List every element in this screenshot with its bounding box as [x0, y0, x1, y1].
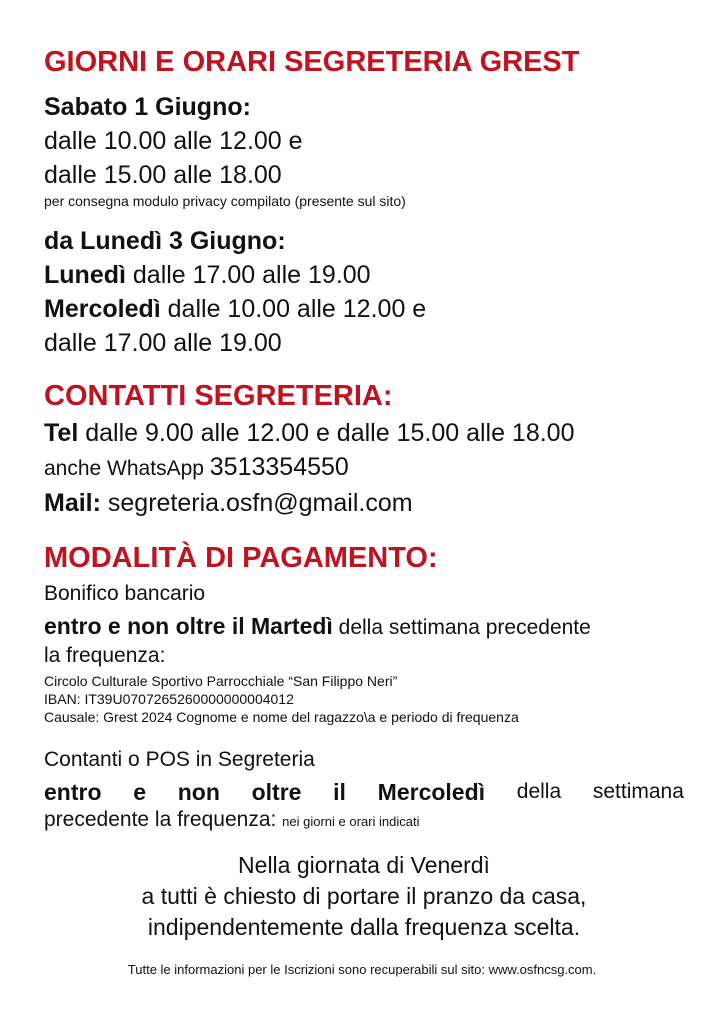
causale: Causale: Grest 2024 Cognome e nome del ragazzo\a e periodo di frequenza: [44, 709, 519, 725]
contanti-line2-small: nei giorni e orari indicati: [282, 814, 420, 829]
mercoledi-day: Mercoledì: [44, 295, 161, 323]
contanti-word: e: [133, 779, 147, 805]
contanti-word: entro: [44, 779, 102, 805]
lunedi-hours: [44, 258, 684, 292]
sabato-note: per consegna modulo privacy compilato (presente sul sito): [44, 193, 406, 209]
lunedi-hours-text: dalle 17.00 alle 19.00: [125, 261, 371, 289]
mail-label: Mail:: [44, 489, 101, 517]
whatsapp-number: 3513354550: [209, 453, 349, 481]
mercoledi-hours-text: dalle 10.00 alle 12.00 e: [160, 295, 427, 323]
sabato-hours-line2: dalle 15.00 alle 18.00: [44, 161, 282, 189]
contanti-word: Mercoledì: [377, 779, 486, 805]
contanti-line2: [44, 806, 684, 836]
section-title-pagamento: MODALITÀ DI PAGAMENTO:: [44, 542, 438, 574]
footer-note: Tutte le informazioni per le Iscrizioni sono recuperabili sul sito: www.osfncsg.com.: [127, 962, 597, 977]
bonifico-deadline-line2: la frequenza:: [44, 644, 166, 667]
whatsapp-text: anche WhatsApp: [44, 457, 210, 480]
tel-line: [44, 416, 684, 450]
contanti-deadline: [44, 778, 684, 806]
sabato-label: Sabato 1 Giugno:: [44, 93, 251, 121]
lunedi-day: Lunedì: [44, 261, 126, 289]
tel-hours: dalle 9.00 alle 12.00 e dalle 15.00 alle 18.00: [78, 419, 575, 447]
contanti-word: oltre: [251, 779, 302, 805]
avviso-block: [44, 850, 684, 943]
contanti-word: non: [177, 779, 220, 805]
mercoledi-hours: [44, 292, 684, 326]
mercoledi-hours-line2: dalle 17.00 alle 19.00: [44, 329, 282, 357]
mail-line: [44, 486, 684, 520]
contanti-line2-text: precedente la frequenza:: [44, 808, 283, 831]
avviso-line3: indipendentemente dalla frequenza scelta.: [147, 914, 581, 940]
avviso-line2: a tutti è chiesto di portare il pranzo da casa,: [141, 883, 587, 909]
sabato-hours-line1: dalle 10.00 alle 12.00 e: [44, 127, 303, 155]
bonifico-label: Bonifico bancario: [44, 582, 206, 605]
iban: IBAN: IT39U0707265260000000004012: [44, 691, 294, 707]
lunedi-label: da Lunedì 3 Giugno:: [44, 227, 286, 255]
bonifico-deadline-bold: entro e non oltre il Martedì: [44, 613, 333, 639]
section-title-orari: GIORNI E ORARI SEGRETERIA GREST: [44, 46, 580, 78]
document-body: [44, 44, 684, 943]
section-title-contatti: CONTATTI SEGRETERIA:: [44, 380, 393, 412]
beneficiario: Circolo Culturale Sportivo Parrocchiale “San Filippo Neri”: [44, 673, 398, 689]
tel-label: Tel: [44, 419, 79, 447]
bonifico-deadline: [44, 612, 684, 642]
avviso-line1: Nella giornata di Venerdì: [238, 852, 490, 878]
contanti-word: della: [516, 780, 562, 803]
mail-address: segreteria.osfn@gmail.com: [100, 489, 413, 517]
contanti-word: settimana: [592, 780, 684, 803]
whatsapp-line: [44, 450, 684, 486]
contanti-label: Contanti o POS in Segreteria: [44, 748, 315, 771]
bonifico-deadline-rest: della settimana precedente: [332, 616, 591, 639]
contanti-word: il: [333, 779, 346, 805]
